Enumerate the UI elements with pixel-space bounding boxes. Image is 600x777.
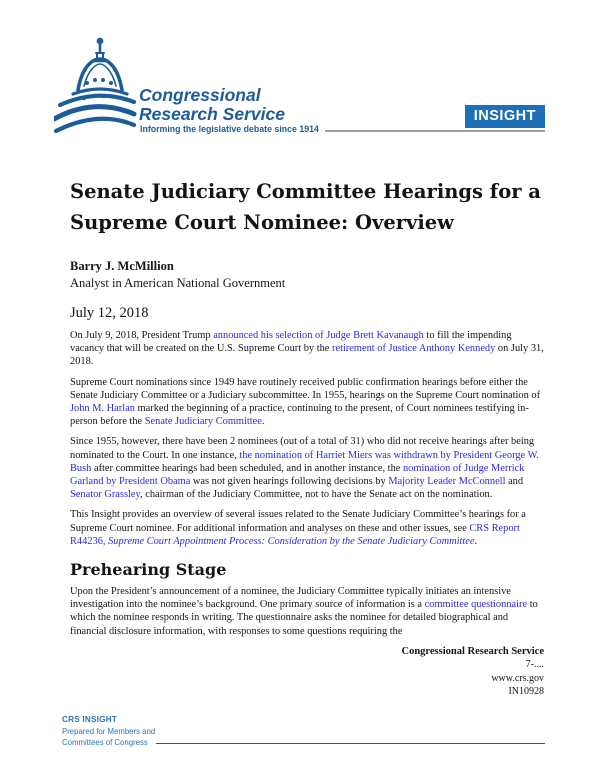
inline-link[interactable]: nomination of Judge Merrick Garland by President Obama (70, 462, 525, 488)
doc-title: Senate Judiciary Committee Hearings for a Supreme Court Nominee: Overview (70, 180, 541, 234)
inline-link[interactable]: Majority Leader McConnell (388, 476, 506, 488)
insight-badge: INSIGHT (465, 105, 545, 128)
inline-link[interactable]: Senate Judiciary Committee (144, 416, 262, 428)
article-body (70, 329, 544, 638)
crs-insight-brand: CRS INSIGHT (62, 715, 117, 724)
inline-link[interactable]: committee questionnaire (424, 599, 528, 611)
footer-org: Congressional Research Service (401, 645, 544, 657)
paragraph (70, 508, 544, 548)
inline-link[interactable]: announced his selection of Judge Brett Kavanaugh (213, 330, 424, 341)
paragraph (70, 435, 544, 501)
text-segment: to which the nominee responds in writing. The questionnaire asks the nominee for detailed biographical and financial disclosure information, with responses to some questions requiring the (70, 599, 538, 637)
author-block (70, 258, 544, 292)
text-segment: . (261, 416, 265, 428)
text-segment: . (474, 535, 478, 547)
text-segment: was not given hearings following decisions by (190, 476, 389, 488)
text-segment: to fill the impending vacancy that will be created on the U.S. Supreme Court by the (70, 330, 512, 355)
text-segment: after committee hearings had been scheduled, and in another instance, the (91, 462, 403, 474)
text-segment: marked the beginning of a practice, continuing to the present, of Court nominees testifying in-person before the (70, 403, 529, 428)
committees-line: Committees of Congress (62, 738, 148, 747)
committees-row (62, 737, 545, 749)
inline-link[interactable]: the nomination of Harriet Miers was withdrawn by President George W. Bush (70, 449, 540, 474)
inline-link[interactable]: John M. Harlan (70, 403, 135, 415)
footer-doc-id: IN10928 (508, 686, 544, 698)
article (70, 176, 544, 699)
text-segment: and (505, 476, 524, 488)
inline-link[interactable]: CRS Report R44236, (70, 522, 520, 547)
section-heading: Prehearing Stage (70, 560, 227, 580)
paragraph (70, 585, 544, 638)
prepared-line: Prepared for Members and (62, 726, 156, 736)
footer-left (62, 714, 545, 749)
crs-logo-text (139, 86, 285, 124)
text-segment: On July 9, 2018, President Trump (70, 330, 214, 341)
paragraph (70, 376, 544, 429)
header-rule (325, 130, 545, 132)
text-segment: This Insight provides an overview of several issues related to the Senate Judiciary Committee’s hearings for a Supreme Court nominee. For additional information and analyses on these and other issues, see (70, 509, 526, 534)
author-title: Analyst in American National Government (70, 276, 286, 290)
text-segment: , chairman of the Judiciary Committee, not to have the Senate act on the nomination. (140, 489, 493, 501)
text-segment: Supreme Court nominations since 1949 have routinely received public confirmation hearings before either the Senate Judiciary Committee or a Judiciary subcommittee. In 1955, hearings on the Supreme Court nomination of (70, 376, 541, 401)
footer-website[interactable]: www.crs.gov (491, 672, 544, 684)
inline-link[interactable]: Senator Grassley (70, 489, 141, 501)
inline-link[interactable]: Supreme Court Appointment Process: Consideration by the Senate Judiciary Committee (108, 535, 475, 547)
logo-line2: Research Service (139, 104, 285, 124)
footer-phone: 7-.... (525, 659, 544, 671)
text-segment: Since 1955, however, there have been 2 nominees (out of a total of 31) who did not receive hearings after being nominated to the Court. In one instance, (70, 436, 535, 461)
capitol-dome-icon (54, 34, 138, 140)
text-segment: Upon the President’s announcement of a nominee, the Judiciary Committee typically initiates an intensive investigation into the nominee’s background. One primary source of information is a (70, 586, 511, 611)
inline-link[interactable]: retirement of Justice Anthony Kennedy (332, 343, 496, 355)
author-name: Barry J. McMillion (70, 259, 174, 273)
doc-date: July 12, 2018 (70, 305, 149, 321)
footer-rule (156, 743, 545, 745)
paragraph (70, 329, 544, 369)
footer-right (70, 645, 544, 699)
text-segment: on July 31, 2018. (70, 343, 544, 368)
logo-line1: Congressional (139, 85, 261, 105)
logo-tagline: Informing the legislative debate since 1914 (140, 124, 319, 134)
